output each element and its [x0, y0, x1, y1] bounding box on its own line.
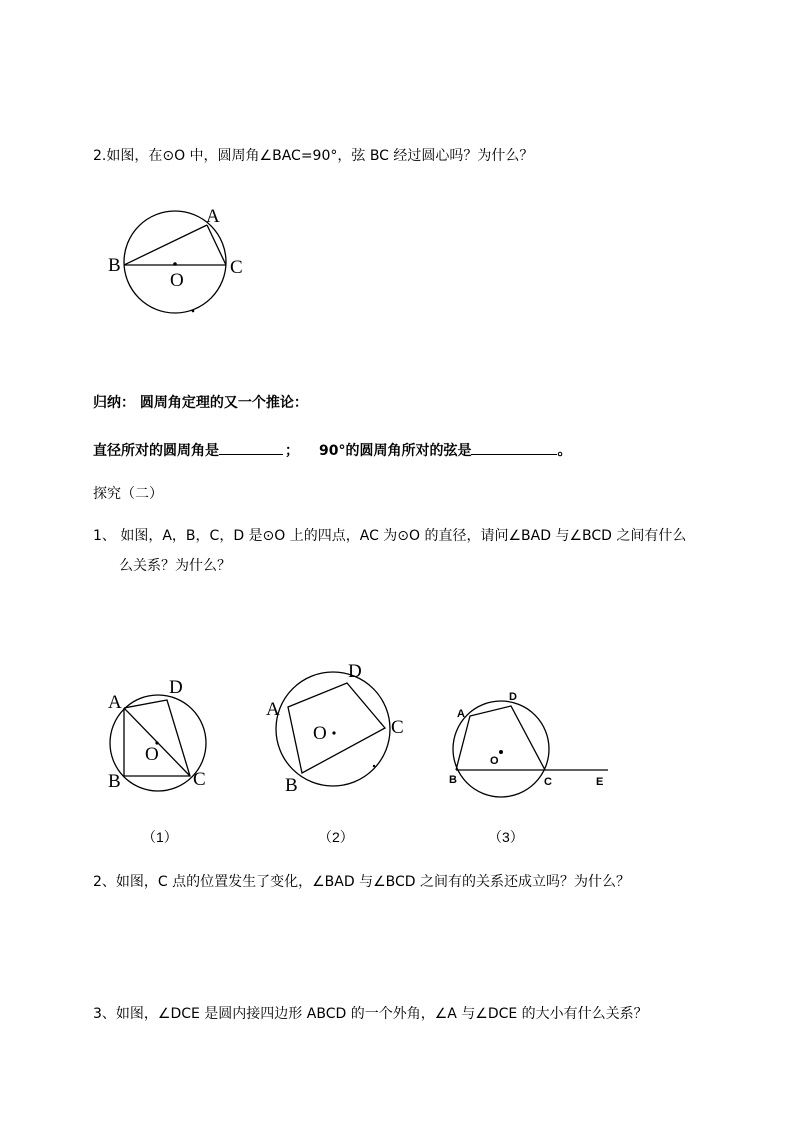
label-c: C: [391, 717, 404, 738]
explore-heading: 探究（二）: [93, 486, 163, 502]
label-d: D: [509, 691, 517, 703]
summary-title: 归纳： 圆周角定理的又一个推论：: [93, 395, 308, 411]
figure-3: [453, 701, 608, 797]
label-o: O: [313, 723, 327, 744]
label-c: C: [193, 769, 206, 790]
label-o: O: [145, 744, 159, 765]
label-c: C: [230, 257, 243, 278]
label-d: D: [348, 661, 362, 682]
center-point: [332, 731, 335, 734]
label-a: A: [266, 699, 280, 720]
summary-statement: [93, 440, 571, 460]
figure-3-caption: （3）: [488, 829, 524, 845]
question-2: 2.如图，在⊙O 中，圆周角∠BAC=90°，弦 BC 经过圆心吗？为什么？: [93, 148, 534, 164]
quad-abcd: [456, 706, 545, 770]
explore-q1-line1: 1、 如图，A，B，C，D 是⊙O 上的四点，AC 为⊙O 的直径，请问∠BAD 与∠BCD 之间有什么: [93, 528, 687, 544]
figure-1-caption: （1）: [142, 829, 178, 845]
label-a: A: [206, 206, 220, 227]
center-point: [499, 750, 503, 754]
circle-mark: [192, 310, 195, 313]
label-c: C: [544, 776, 552, 788]
explore-q2: 2、如图，C 点的位置发生了变化，∠BAD 与∠BCD 之间有的关系还成立吗？为什么？: [93, 874, 631, 890]
explore-q1-line2: 么关系？为什么？: [119, 558, 231, 574]
label-b: B: [108, 771, 121, 792]
summary-end: 。: [557, 443, 572, 459]
chord-ba: [124, 225, 207, 265]
summary-part2: 90°的圆周角所对的弦是: [319, 443, 472, 459]
label-a: A: [457, 708, 465, 720]
label-b: B: [108, 255, 121, 276]
summary-separator: ；: [285, 443, 299, 459]
center-point: [173, 262, 177, 266]
circle-o: [453, 701, 549, 797]
label-o: O: [490, 755, 499, 767]
answer-blank-2[interactable]: [471, 440, 557, 455]
quad-abcd: [288, 683, 385, 773]
label-o: O: [170, 270, 184, 291]
explore-q3: 3、如图，∠DCE 是圆内接四边形 ABCD 的一个外角，∠A 与∠DCE 的大小有什么关系？: [93, 1006, 648, 1022]
circle-mark: [373, 765, 375, 767]
figure-2-caption: （2）: [318, 829, 354, 845]
answer-blank-1[interactable]: [219, 440, 283, 455]
summary-part1: 直径所对的圆周角是: [93, 443, 219, 459]
label-b: B: [449, 774, 457, 786]
figure-2: [276, 672, 390, 786]
label-d: D: [169, 677, 183, 698]
label-e: E: [596, 776, 604, 788]
label-a: A: [108, 692, 122, 713]
label-b: B: [285, 775, 298, 796]
